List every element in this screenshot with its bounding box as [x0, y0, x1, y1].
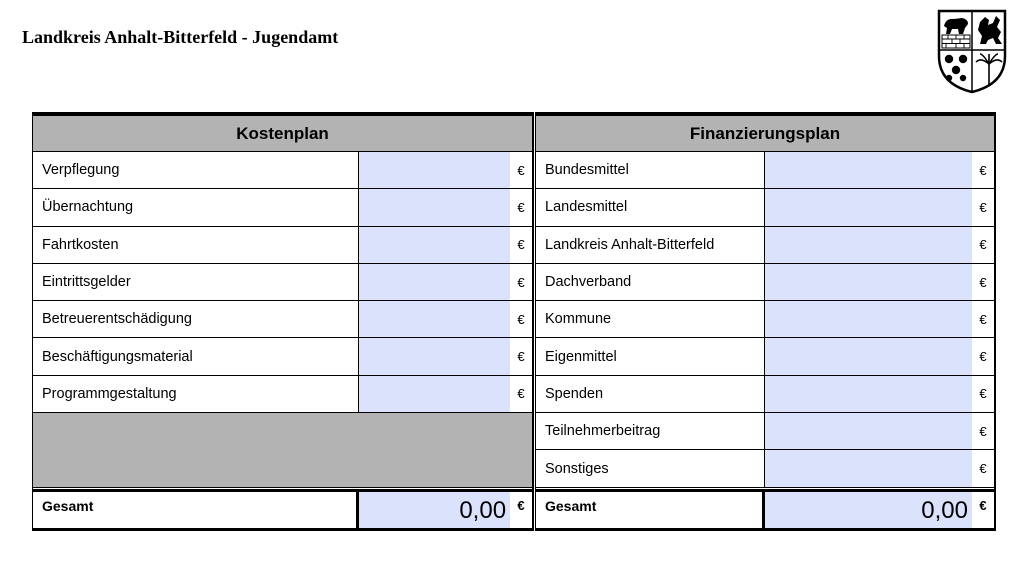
kostenplan-header: Kostenplan: [33, 116, 532, 152]
amount-input[interactable]: [765, 189, 972, 225]
row-label: Beschäftigungsmaterial: [33, 338, 359, 374]
currency-label: €: [979, 461, 987, 477]
amount-input[interactable]: [765, 152, 972, 188]
finance-row-spenden: [536, 376, 994, 413]
finance-row-teilnehmerbeitrag: [536, 413, 994, 450]
currency-label: €: [979, 386, 987, 402]
currency-label: €: [517, 311, 525, 327]
empty-gray-area: [33, 413, 532, 488]
currency-label: €: [517, 498, 525, 513]
currency-label: €: [517, 274, 525, 290]
currency-label: €: [979, 199, 987, 215]
finance-row-landkreis: [536, 227, 994, 264]
currency-label: €: [979, 237, 987, 253]
kostenplan-total-row: [33, 489, 532, 531]
amount-input[interactable]: [359, 376, 510, 412]
row-label: Teilnehmerbeitrag: [536, 413, 765, 449]
row-label: Verpflegung: [33, 152, 359, 188]
finance-row-sonstiges: [536, 450, 994, 487]
finance-row-dachverband: [536, 264, 994, 301]
currency-label: €: [979, 274, 987, 290]
currency-label: €: [517, 162, 525, 178]
total-label: Gesamt: [33, 492, 359, 528]
kostenplan-table: [32, 112, 534, 531]
total-label: Gesamt: [536, 492, 765, 528]
row-label: Spenden: [536, 376, 765, 412]
finance-row-bundesmittel: [536, 152, 994, 189]
currency-label: €: [979, 498, 987, 513]
amount-input[interactable]: [765, 376, 972, 412]
row-label: Landkreis Anhalt-Bitterfeld: [536, 227, 765, 263]
currency-label: €: [979, 311, 987, 327]
total-value: 0,00: [359, 492, 510, 528]
row-label: Fahrtkosten: [33, 227, 359, 263]
row-label: Dachverband: [536, 264, 765, 300]
finance-row-kommune: [536, 301, 994, 338]
finanzierungsplan-header: Finanzierungsplan: [536, 116, 994, 152]
row-label: Kommune: [536, 301, 765, 337]
row-label: Programmgestaltung: [33, 376, 359, 412]
currency-label: €: [517, 349, 525, 365]
row-label: Bundesmittel: [536, 152, 765, 188]
currency-label: €: [979, 423, 987, 439]
total-value: 0,00: [765, 492, 972, 528]
currency-label: €: [517, 237, 525, 253]
row-label: Übernachtung: [33, 189, 359, 225]
cost-row-fahrtkosten: [33, 227, 532, 264]
amount-input[interactable]: [359, 264, 510, 300]
amount-input[interactable]: [765, 338, 972, 374]
row-label: Landesmittel: [536, 189, 765, 225]
amount-input[interactable]: [359, 227, 510, 263]
coat-of-arms-icon: [936, 8, 1008, 94]
amount-input[interactable]: [359, 338, 510, 374]
amount-input[interactable]: [359, 301, 510, 337]
amount-input[interactable]: [765, 450, 972, 486]
currency-label: €: [517, 386, 525, 402]
finanzierungsplan-total-row: [536, 489, 994, 531]
finance-row-landesmittel: [536, 189, 994, 226]
amount-input[interactable]: [359, 189, 510, 225]
cost-row-uebernachtung: [33, 189, 532, 226]
row-label: Sonstiges: [536, 450, 765, 486]
amount-input[interactable]: [765, 264, 972, 300]
row-label: Eigenmittel: [536, 338, 765, 374]
row-label: Betreuerentschädigung: [33, 301, 359, 337]
amount-input[interactable]: [765, 301, 972, 337]
row-label: Eintrittsgelder: [33, 264, 359, 300]
finanzierungsplan-table: [535, 112, 996, 531]
page-title: Landkreis Anhalt-Bitterfeld - Jugendamt: [22, 27, 339, 47]
cost-row-verpflegung: [33, 152, 532, 189]
amount-input[interactable]: [765, 413, 972, 449]
finance-row-eigenmittel: [536, 338, 994, 375]
currency-label: €: [979, 162, 987, 178]
cost-row-programmgestaltung: [33, 376, 532, 413]
currency-label: €: [517, 199, 525, 215]
cost-row-eintrittsgelder: [33, 264, 532, 301]
currency-label: €: [979, 349, 987, 365]
amount-input[interactable]: [765, 227, 972, 263]
cost-row-betreuerentschaedigung: [33, 301, 532, 338]
amount-input[interactable]: [359, 152, 510, 188]
cost-row-beschaeftigungsmaterial: [33, 338, 532, 375]
